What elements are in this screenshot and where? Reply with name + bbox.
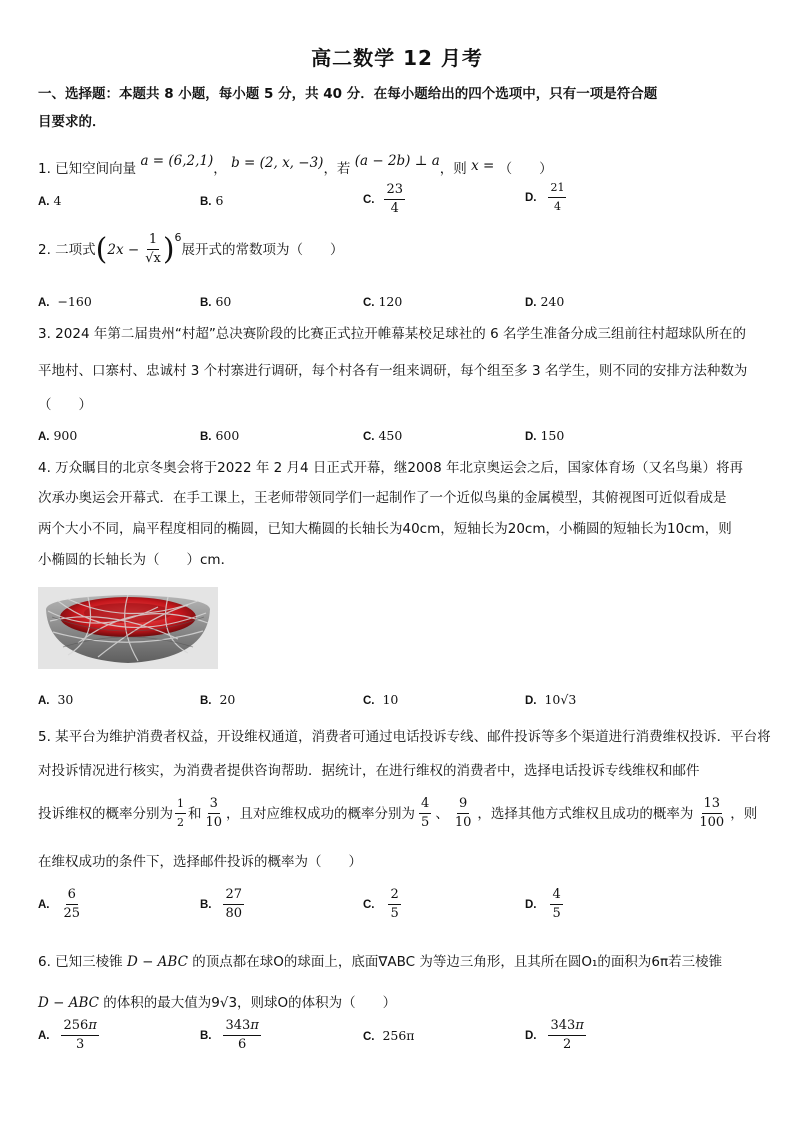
bird-nest-drawing (38, 587, 218, 669)
q6-line2: D − ABC 的体积的最大值为9√3，则球O的体积为（ ） (38, 995, 397, 1011)
q2-frac-den: √x (145, 251, 161, 266)
q4-line4: 小椭圆的长轴长为（ ）cm． (38, 552, 235, 568)
q5-line4: 在维权成功的条件下，选择邮件投诉的概率为（ ） (38, 854, 362, 870)
q3-line3: （ ） (38, 397, 92, 413)
q1-ruo: ，若 (323, 161, 351, 177)
q1-option-d: D. $\frac{21}{4}$ (525, 181, 565, 213)
q1-x-eq: x = (471, 158, 495, 174)
q5-line1: 5. 某平台为维护消费者权益，开设维权通道，消费者可通过电话投诉专线、邮件投诉等多个渠道进行消费维权投诉．平台将 (38, 729, 771, 745)
q5-line3: 投诉维权的概率分别为 $\frac{1}{2}$ 和 $\frac{3}{10}$ ，且对应维权成功的概率分别为 $\frac{4}{5}$ 、 $\frac{9}{10}$ ，选择其他方式维权且成功的概率为 $\frac{13}{100}$ ，则 (38, 796, 758, 830)
section-heading-line1: 一、选择题：本题共 8 小题，每小题 5 分，共 40 分．在每小题给出的四个选项中，只有一项是符合题 (38, 86, 658, 102)
q4-option-a: A. 30 (38, 692, 74, 707)
q3-line1: 3. 2024 年第二届贵州“村超”总决赛阶段的比赛正式拉开帷幕某校足球社的 6 名学生准备分成三组前往村超球队所在的 (38, 326, 746, 342)
q2-option-a: A. −160 (38, 294, 92, 309)
q1-option-a: A. 4 (38, 193, 62, 208)
q1-vector-b: b = (2, x, −3) (231, 155, 324, 171)
q1-prefix: 1. 已知空间向量 (38, 161, 137, 177)
bird-nest-image (38, 587, 218, 669)
q1-condition: (a − 2b) ⊥ a (354, 153, 440, 169)
q3-option-c: C. 450 (363, 428, 403, 443)
q6-line1: 6. 已知三棱锥 D − ABC 的顶点都在球O的球面上，底面∇ABC 为等边三角形，且其所在圆O₁的面积为6π若三棱锥 (38, 954, 723, 970)
q2-expr-left: 2x − (107, 241, 140, 258)
q5-option-d: D. $\frac{4}{5}$ (525, 887, 561, 921)
q3-option-d: D. 150 (525, 428, 565, 443)
q2-right-paren: ) (162, 231, 175, 267)
q2-prefix: 2. 二项式 (38, 241, 96, 258)
q1-ze: ，则 (439, 161, 467, 177)
q6-option-a: A. $\frac{256\pi}{3}$ (38, 1018, 97, 1052)
q4-line2: 次承办奥运会开幕式．在手工课上，王老师带领同学们一起制作了一个近似鸟巢的金属模型，其俯视图可近似看成是 (38, 490, 727, 506)
q2-frac-num: 1 (147, 232, 159, 250)
q5-option-b: B. $\frac{27}{80}$ (200, 887, 243, 921)
q2-option-c: C. 120 (363, 294, 403, 309)
q4-line3: 两个大小不同，扁平程度相同的椭圆，已知大椭圆的长轴长为40cm，短轴长为20cm，小椭圆的短轴长为10cm，则 (38, 521, 732, 537)
q1-option-b: B. 6 (200, 193, 224, 208)
page-title: 高二数学 12 月考 (311, 46, 483, 70)
q6-option-b: B. $\frac{343\pi}{6}$ (200, 1018, 259, 1052)
q4-option-c: C. 10 (363, 692, 399, 707)
q2-exponent: 6 (174, 231, 182, 244)
q2-option-b: B. 60 (200, 294, 232, 309)
q1-vector-a: a = (6,2,1) (140, 153, 214, 169)
q1-option-c: C. $\frac{23}{4}$ (363, 182, 404, 216)
q6-option-d: D. $\frac{343\pi}{2}$ (525, 1018, 584, 1052)
q5-option-a: A. $\frac{6}{25}$ (38, 887, 81, 921)
q2-suffix: 展开式的常数项为（ ） (181, 241, 344, 258)
section-heading-line2: 目要求的． (38, 114, 106, 130)
q2-left-paren: ( (95, 231, 108, 267)
q5-line2: 对投诉情况进行核实，为消费者提供咨询帮助．据统计，在进行维权的消费者中，选择电话投诉专线维权和邮件 (38, 763, 700, 779)
q3-line2: 平地村、口寨村、忠诚村 3 个村寨进行调研，每个村各有一组来调研，每个组至多 3 名学生，则不同的安排方法种数为 (38, 363, 748, 379)
q1-paren: （ ） (498, 161, 553, 177)
q4-option-d: D. 10√3 (525, 692, 577, 707)
q6-option-c: C. 256π (363, 1028, 415, 1043)
q5-option-c: C. $\frac{2}{5}$ (363, 887, 399, 921)
q3-option-a: A. 900 (38, 428, 78, 443)
q2-option-d: D. 240 (525, 294, 565, 309)
q2-stem (38, 232, 344, 267)
q4-line1: 4. 万众瞩目的北京冬奥会将于2022 年 2 月4 日正式开幕，继2008 年北京奥运会之后，国家体育场（又名鸟巢）将再 (38, 460, 744, 476)
q4-option-b: B. 20 (200, 692, 236, 707)
q3-option-b: B. 600 (200, 428, 240, 443)
q1-stem: 1. 已知空间向量 a = (6,2,1)， b = (2, x, −3)，若 (a − 2b) ⊥ a，则 x = （ ） (38, 153, 553, 177)
